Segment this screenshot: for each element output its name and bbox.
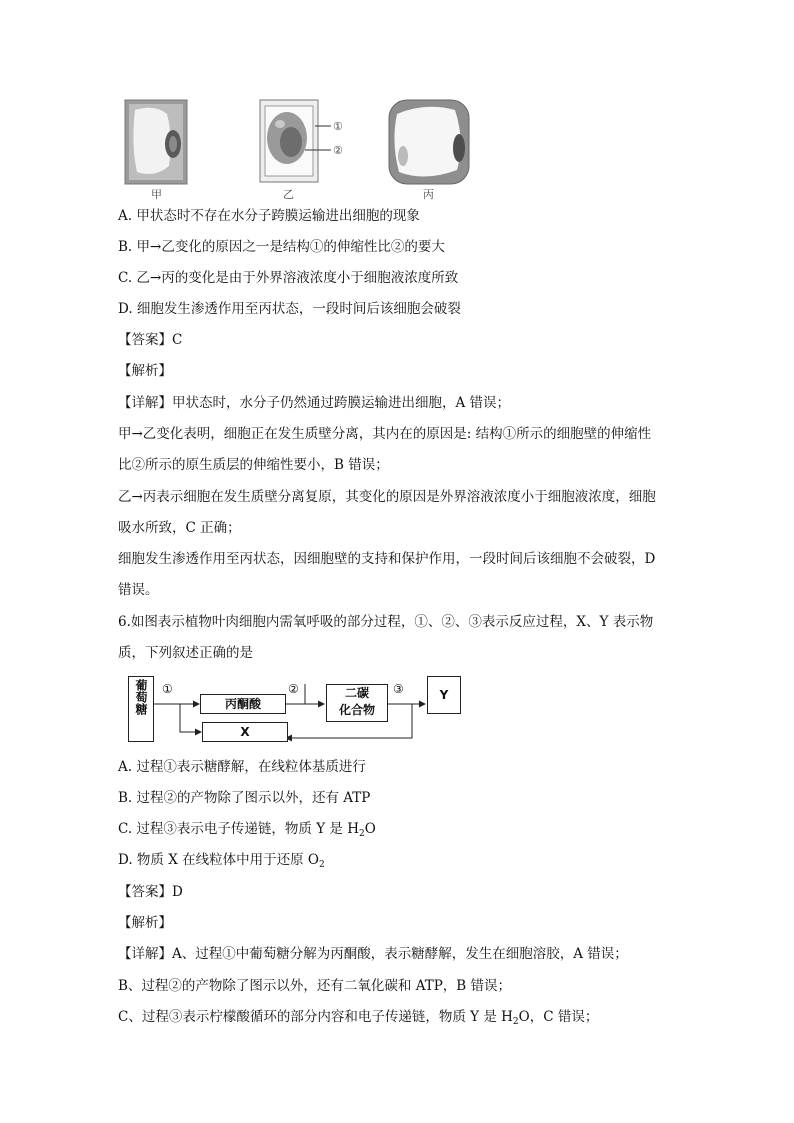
q5-option-d: D. 细胞发生渗透作用至丙状态，一段时间后该细胞会破裂 xyxy=(118,301,461,317)
q5-detail-line: 【详解】甲状态时，水分子仍然通过跨膜运输进出细胞，A 错误； xyxy=(118,395,511,411)
q5-detail-line: 甲→乙变化表明，细胞正在发生质壁分离，其内在的原因是: 结构①所示的细胞壁的伸缩性 xyxy=(118,426,652,442)
cell-figure xyxy=(115,96,485,204)
q5-detail-line: 乙→丙表示细胞在发生质壁分离复原，其变化的原因是外界溶液浓度小于细胞液浓度，细胞 xyxy=(118,489,656,505)
q6-option-c: C. 过程③表示电子传递链，物质 Y 是 $H_2O$ xyxy=(118,821,376,839)
q6-stem-line: 6.如图表示植物叶肉细胞内需氧呼吸的部分过程，①、②、③表示反应过程，X、Y 表示物 xyxy=(118,614,654,630)
step-1-mark: ① xyxy=(162,682,173,696)
q6-detail-line: 【详解】A、过程①中葡萄糖分解为丙酮酸，表示糖酵解，发生在细胞溶胶，A 错误； xyxy=(118,946,628,962)
q6-option-a: A. 过程①表示糖酵解，在线粒体基质进行 xyxy=(118,759,366,775)
q6-option-d: D. 物质 X 在线粒体中用于还原 $O_2$ xyxy=(118,852,325,870)
q5-option-a: A. 甲状态时不存在水分子跨膜运输进出细胞的现象 xyxy=(118,208,420,224)
q6-answer: 【答案】D xyxy=(118,884,183,900)
q6-detail-line: C、过程③表示柠檬酸循环的部分内容和电子传递链，物质 Y 是 $H_2O$，C 错误； xyxy=(118,1009,599,1027)
c2-compound-box xyxy=(326,684,388,722)
structure-mark-2: ② xyxy=(333,144,343,157)
q5-option-b: B. 甲→乙变化的原因之一是结构①的伸缩性比②的要大 xyxy=(118,239,445,255)
q5-analysis-title: 【解析】 xyxy=(118,363,172,379)
x-box xyxy=(202,722,288,742)
structure-mark-1: ① xyxy=(333,120,343,133)
cell-jia-image xyxy=(125,100,187,184)
c2-label-line1: 二碳 xyxy=(344,686,369,700)
step-2-mark: ② xyxy=(288,682,299,696)
c2-label-line2: 化合物 xyxy=(338,703,375,717)
x-label: X xyxy=(240,725,250,739)
cell-yi-image xyxy=(260,100,331,182)
glucose-box xyxy=(128,676,154,742)
q6-stem-line: 质，下列叙述正确的是 xyxy=(118,645,253,661)
respiration-diagram xyxy=(122,670,467,750)
q5-detail-line: 吸水所致，C 正确； xyxy=(118,520,241,536)
y-box xyxy=(427,676,461,714)
glucose-label: 葡萄糖 xyxy=(134,679,148,715)
cell-label-bing: 丙 xyxy=(423,188,434,201)
pyruvate-label: 丙酮酸 xyxy=(224,697,261,711)
q6-analysis-title: 【解析】 xyxy=(118,915,172,931)
cell-label-jia: 甲 xyxy=(151,188,162,201)
q6-option-b: B. 过程②的产物除了图示以外，还有 ATP xyxy=(118,790,371,806)
q5-detail-line: 细胞发生渗透作用至丙状态，因细胞壁的支持和保护作用，一段时间后该细胞不会破裂，D xyxy=(118,551,656,567)
cell-label-yi: 乙 xyxy=(283,188,294,201)
q6-detail-line: B、过程②的产物除了图示以外，还有二氧化碳和 ATP，B 错误； xyxy=(118,978,512,994)
q5-detail-line: 错误。 xyxy=(118,582,159,598)
q5-detail-line: 比②所示的原生质层的伸缩性要小，B 错误； xyxy=(118,457,389,473)
pyruvate-box xyxy=(200,694,286,714)
y-label: Y xyxy=(439,688,449,702)
step-3-mark: ③ xyxy=(393,682,404,696)
q5-answer: 【答案】C xyxy=(118,332,183,348)
q5-option-c: C. 乙→丙的变化是由于外界溶液浓度小于细胞液浓度所致 xyxy=(118,270,459,286)
cell-bing-image xyxy=(389,100,469,184)
